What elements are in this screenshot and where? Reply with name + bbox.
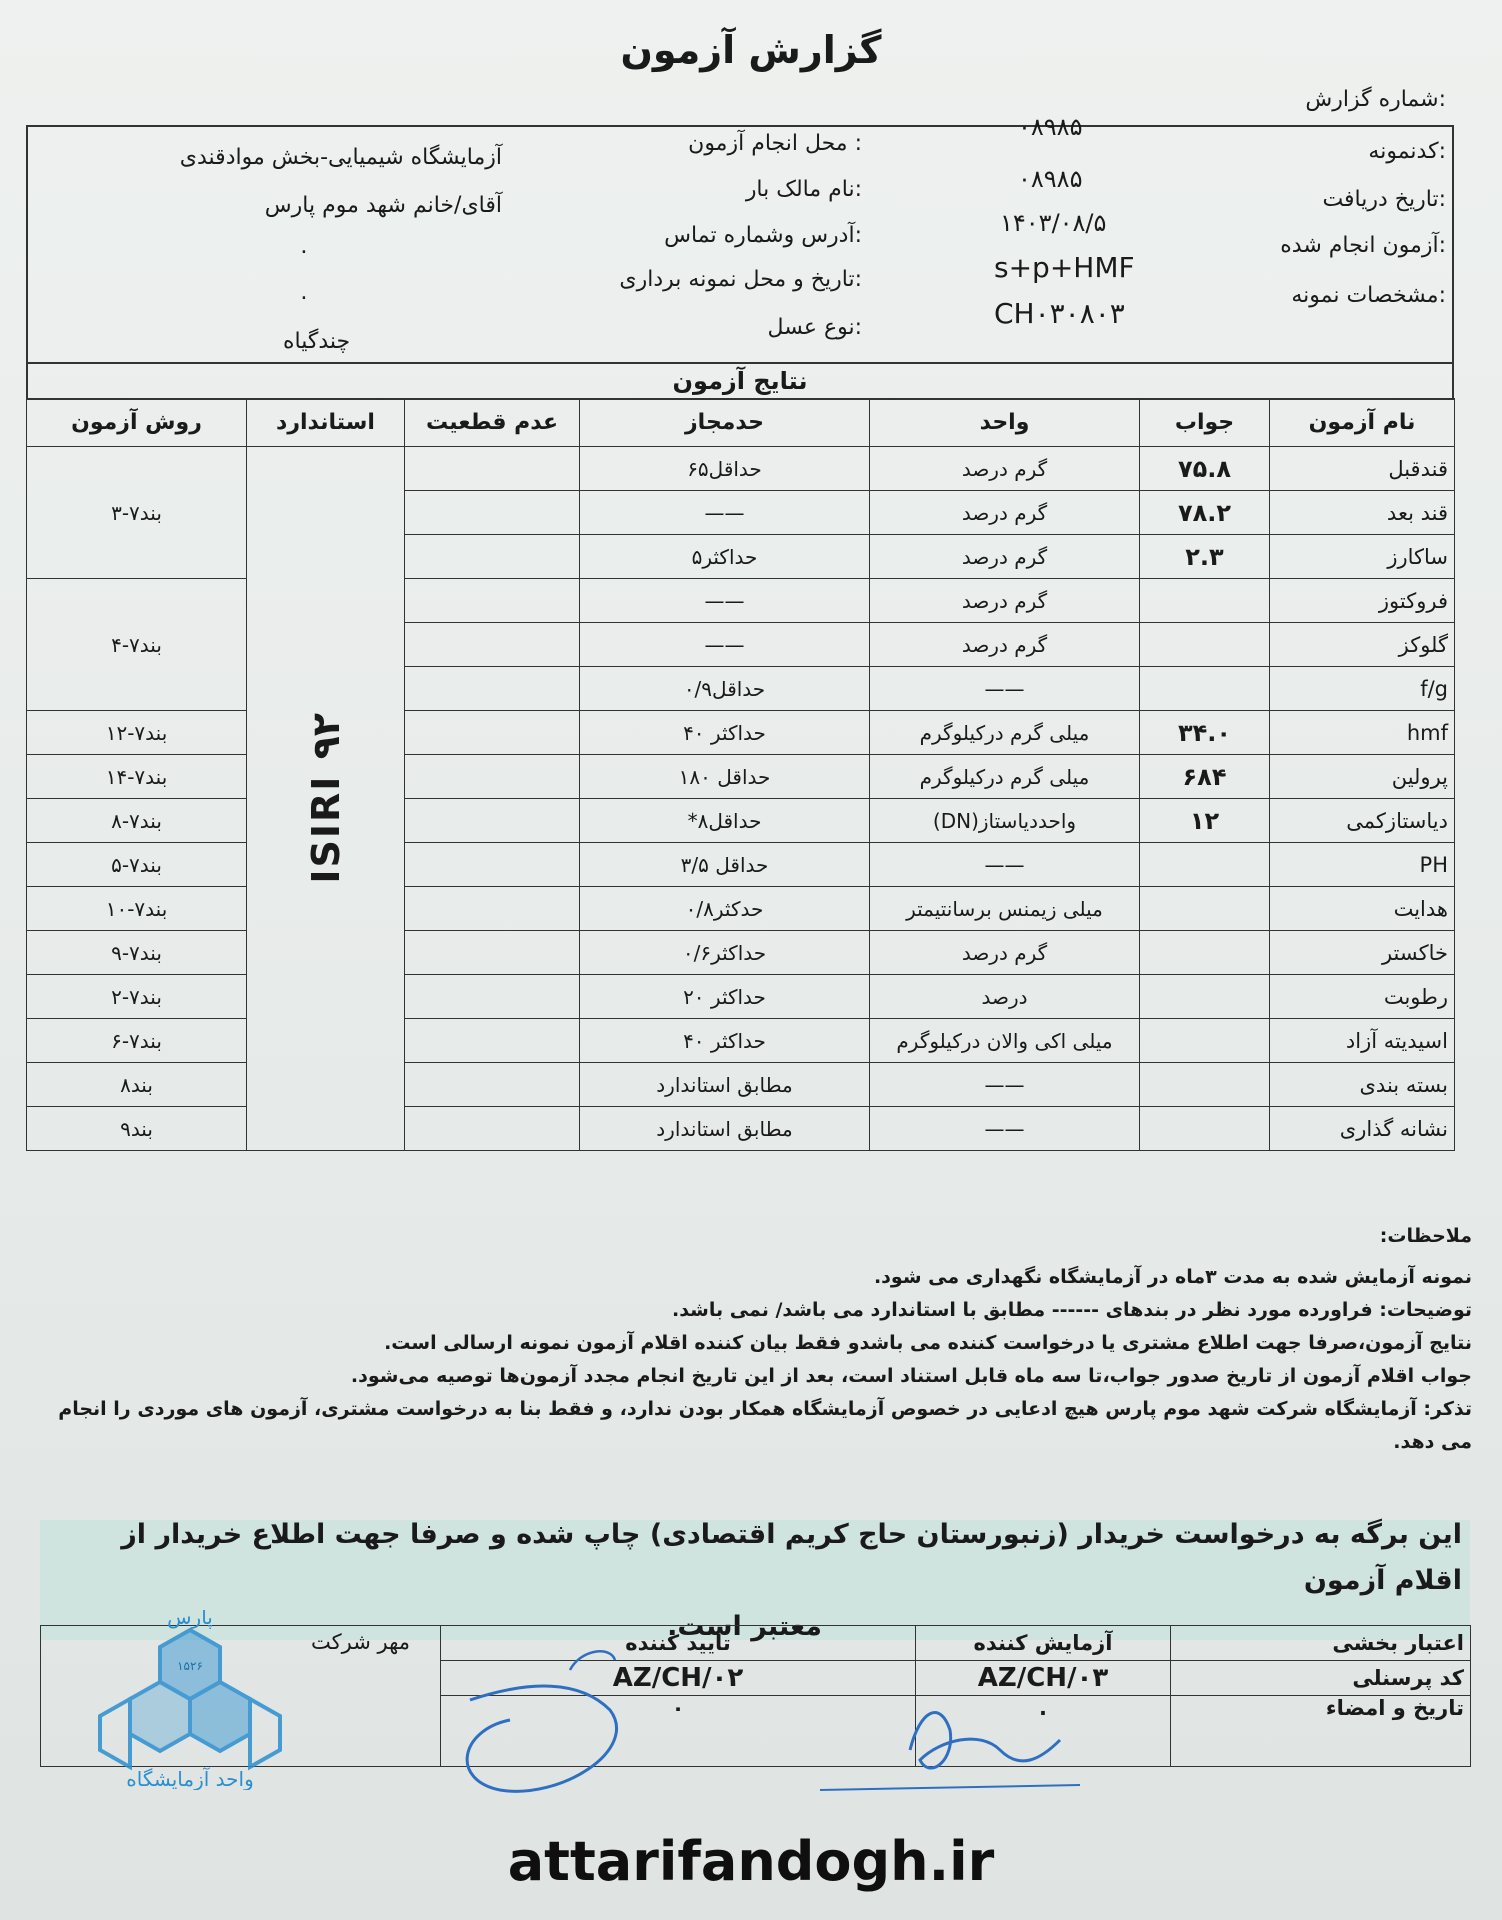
sample-spec-label: مشخصات نمونه: (1291, 283, 1446, 308)
test-name-cell: قندقبل (1270, 447, 1455, 491)
test-name-cell: ساکارز (1270, 535, 1455, 579)
test-name-cell: خاکستر (1270, 931, 1455, 975)
table-row (27, 711, 1455, 755)
tester-label: آزمایش کننده (916, 1626, 1171, 1661)
owner-label: نام مالک بار: (745, 177, 862, 202)
answer-cell (1140, 1107, 1270, 1151)
test-done-value: s+p+HMF (994, 251, 1135, 284)
answer-cell: ۶۸۴ (1140, 755, 1270, 799)
col-unit: واحد (870, 399, 1140, 447)
uncertainty-cell (405, 447, 580, 491)
limit-cell: —— (580, 491, 870, 535)
limit-cell: —— (580, 579, 870, 623)
table-row (27, 755, 1455, 799)
table-row (27, 1063, 1455, 1107)
signature-icon (440, 1640, 1080, 1810)
table-row (27, 447, 1455, 491)
col-name: نام آزمون (1270, 399, 1455, 447)
uncertainty-cell (405, 1063, 580, 1107)
uncertainty-cell (405, 887, 580, 931)
page-title: گزارش آزمون (620, 28, 882, 72)
test-name-cell: اسیدیته آزاد (1270, 1019, 1455, 1063)
results-title: نتایج آزمون (26, 362, 1454, 400)
note-line-3: نتایج آزمون،صرفا جهت اطلاع مشتری یا درخواست کننده می باشدو فقط بیان کننده اقلام آزمون نمونه ارسالی است. (384, 1332, 1472, 1354)
owner-value: آقای/خانم شهد موم پارس (264, 193, 502, 218)
honey-type-value: چندگیاه (283, 329, 351, 354)
receive-date-value: ۱۴۰۳/۰۸/۵ (1000, 209, 1107, 237)
banner-line-1: این برگه به درخواست خریدار (زنبورستان حاج کریم اقتصادی) چاپ شده و صرفا جهت اطلاع خریدار از اقلام آزمون (121, 1519, 1462, 1596)
standard-cell (247, 447, 405, 1151)
unit-cell: گرم درصد (870, 579, 1140, 623)
approver-extra: ۰ (441, 1696, 916, 1767)
limit-cell: حداقل ۱۸۰ (580, 755, 870, 799)
method-cell: بند۷-۴ (27, 579, 247, 711)
table-row (27, 579, 1455, 623)
col-standard: استاندارد (247, 399, 405, 447)
test-name-cell: hmf (1270, 711, 1455, 755)
note-line-4: جواب اقلام آزمون از تاریخ صدور جواب،تا سه ماه قابل استناد است، بعد از این تاریخ انجام مجدد آزمون‌ها توصیه می‌شود. (350, 1365, 1472, 1387)
note-line-2: توضیحات: فراورده مورد نظر در بندهای ------ مطابق با استاندارد می باشد/ نمی باشد. (671, 1299, 1472, 1321)
test-name-cell: نشانه گذاری (1270, 1107, 1455, 1151)
report-header-box (26, 87, 1454, 365)
remarks-label: ملاحظات: (1379, 1225, 1472, 1247)
test-name-cell: گلوکز (1270, 623, 1455, 667)
limit-cell: حداقل ۳/۵ (580, 843, 870, 887)
unit-cell: میلی زیمنس برسانتیمتر (870, 887, 1140, 931)
approver-code: AZ/CH/۰۲ (441, 1661, 916, 1696)
report-no-value: ۰۸۹۸۵ (1018, 113, 1083, 141)
limit-cell: حداکثر۵ (580, 535, 870, 579)
sampling-label: تاریخ و محل نمونه برداری: (619, 267, 862, 292)
answer-cell (1140, 667, 1270, 711)
unit-cell: میلی گرم درکیلوگرم (870, 711, 1140, 755)
table-row (27, 975, 1455, 1019)
notes-section (22, 1220, 1472, 1459)
answer-cell (1140, 1019, 1270, 1063)
report-no-label: شماره گزارش: (1305, 87, 1446, 112)
table-row (27, 887, 1455, 931)
unit-cell: گرم درصد (870, 623, 1140, 667)
stamp-year-text: ۱۵۲۶ (177, 1659, 203, 1673)
answer-cell (1140, 887, 1270, 931)
test-name-cell: قند بعد (1270, 491, 1455, 535)
answer-cell: ۳۴.۰ (1140, 711, 1270, 755)
note-line-5: تذکر: آزمایشگاه شرکت شهد موم پارس هیچ ادعایی در خصوص آزمایشگاه همکار بودن ندارد، و فقط بنا به درخواست مشتری، آزمون های موردی را انجام می دهد. (58, 1398, 1472, 1453)
test-name-cell: PH (1270, 843, 1455, 887)
unit-cell: —— (870, 1107, 1140, 1151)
stamp-label: مهر شرکت (41, 1626, 441, 1767)
table-row (27, 1107, 1455, 1151)
code-value: ۰۸۹۸۵ (1018, 165, 1083, 193)
uncertainty-cell (405, 667, 580, 711)
unit-cell: واحددیاستاز(DN) (870, 799, 1140, 843)
limit-cell: حداکثر ۲۰ (580, 975, 870, 1019)
approver-label: تایید کننده (441, 1626, 916, 1661)
uncertainty-cell (405, 843, 580, 887)
limit-cell: حدکثر۰/۸ (580, 887, 870, 931)
limit-cell: حداقل۸* (580, 799, 870, 843)
date-sign-label: تاریخ و امضاء (1171, 1696, 1471, 1767)
answer-cell (1140, 579, 1270, 623)
method-cell: بند۷-۱۴ (27, 755, 247, 799)
personnel-code-label: کد پرسنلی (1171, 1661, 1471, 1696)
col-answer: جواب (1140, 399, 1270, 447)
limit-cell: حداکثر ۴۰ (580, 1019, 870, 1063)
col-uncertainty: عدم قطعیت (405, 399, 580, 447)
test-name-cell: هدایت (1270, 887, 1455, 931)
uncertainty-cell (405, 799, 580, 843)
unit-cell: گرم درصد (870, 535, 1140, 579)
sample-spec-value: CH۰۳۰۸۰۳ (994, 297, 1125, 330)
method-cell: بند۷-۳ (27, 447, 247, 579)
test-done-label: آزمون انجام شده: (1280, 233, 1446, 258)
uncertainty-cell (405, 755, 580, 799)
answer-cell: ۱۲ (1140, 799, 1270, 843)
limit-cell: مطابق استاندارد (580, 1107, 870, 1151)
unit-cell: —— (870, 843, 1140, 887)
unit-cell: —— (870, 667, 1140, 711)
answer-cell (1140, 843, 1270, 887)
answer-cell: ۲.۳ (1140, 535, 1270, 579)
results-header-row (27, 399, 1455, 447)
tester-code: AZ/CH/۰۳ (916, 1661, 1171, 1696)
unit-cell: میلی اکی والان درکیلوگرم (870, 1019, 1140, 1063)
method-cell: بند۷-۶ (27, 1019, 247, 1063)
answer-cell (1140, 623, 1270, 667)
test-place-label: محل انجام آزمون : (688, 131, 862, 156)
uncertainty-cell (405, 975, 580, 1019)
limit-cell: حداکثر۰/۶ (580, 931, 870, 975)
note-line-1: نمونه آزمایش شده به مدت ۳ماه در آزمایشگاه نگهداری می شود. (873, 1266, 1472, 1288)
test-name-cell: بسته بندی (1270, 1063, 1455, 1107)
uncertainty-cell (405, 1019, 580, 1063)
test-name-cell: f/g (1270, 667, 1455, 711)
method-cell: بند۷-۲ (27, 975, 247, 1019)
limit-cell: مطابق استاندارد (580, 1063, 870, 1107)
answer-cell (1140, 1063, 1270, 1107)
uncertainty-cell (405, 1107, 580, 1151)
answer-cell: ۷۵.۸ (1140, 447, 1270, 491)
uncertainty-cell (405, 711, 580, 755)
table-row (27, 931, 1455, 975)
test-name-cell: دیاستازکمی (1270, 799, 1455, 843)
table-row (27, 843, 1455, 887)
unit-cell: گرم درصد (870, 491, 1140, 535)
test-name-cell: پرولین (1270, 755, 1455, 799)
answer-cell (1140, 975, 1270, 1019)
test-name-cell: رطوبت (1270, 975, 1455, 1019)
col-method: روش آزمون (27, 399, 247, 447)
method-cell: بند۷-۸ (27, 799, 247, 843)
results-table (26, 398, 1455, 1151)
limit-cell: حداقل۶۵ (580, 447, 870, 491)
method-cell: بند۷-۹ (27, 931, 247, 975)
address-label: آدرس وشماره تماس: (664, 223, 862, 248)
banner-line-2: معتبر است. (667, 1611, 822, 1642)
unit-cell: —— (870, 1063, 1140, 1107)
address-value: ۰ (298, 239, 310, 264)
uncertainty-cell (405, 623, 580, 667)
limit-cell: —— (580, 623, 870, 667)
receive-date-label: تاریخ دریافت: (1322, 187, 1446, 212)
code-label: کدنمونه: (1368, 139, 1446, 164)
uncertainty-cell (405, 491, 580, 535)
table-row (27, 1019, 1455, 1063)
sampling-value: ۰ (298, 285, 310, 310)
method-cell: بند۷-۱۲ (27, 711, 247, 755)
honey-type-label: نوع عسل: (767, 315, 862, 340)
unit-cell: گرم درصد (870, 447, 1140, 491)
standard-value: ISIRI ۹۲ (303, 713, 348, 884)
unit-cell: درصد (870, 975, 1140, 1019)
method-cell: بند۹ (27, 1107, 247, 1151)
footer-watermark: attarifandogh.ir (507, 1830, 995, 1893)
limit-cell: حداقل۰/۹ (580, 667, 870, 711)
tester-extra: . (916, 1696, 1171, 1767)
col-limit: حدمجاز (580, 399, 870, 447)
lab-stamp-icon (80, 1610, 300, 1790)
method-cell: بند۷-۱۰ (27, 887, 247, 931)
uncertainty-cell (405, 931, 580, 975)
stamp-bottom-text: واحد آزمایشگاه (126, 1767, 254, 1790)
limit-cell: حداکثر ۴۰ (580, 711, 870, 755)
method-cell: بند۷-۵ (27, 843, 247, 887)
uncertainty-cell (405, 535, 580, 579)
table-row (27, 799, 1455, 843)
test-name-cell: فروکتوز (1270, 579, 1455, 623)
test-place-value: آزمایشگاه شیمیایی-بخش موادقندی (179, 145, 502, 170)
validity-label: اعتبار بخشی (1171, 1626, 1471, 1661)
answer-cell: ۷۸.۲ (1140, 491, 1270, 535)
uncertainty-cell (405, 579, 580, 623)
unit-cell: گرم درصد (870, 931, 1140, 975)
unit-cell: میلی گرم درکیلوگرم (870, 755, 1140, 799)
method-cell: بند۸ (27, 1063, 247, 1107)
stamp-top-text: پارس (167, 1610, 213, 1629)
answer-cell (1140, 931, 1270, 975)
